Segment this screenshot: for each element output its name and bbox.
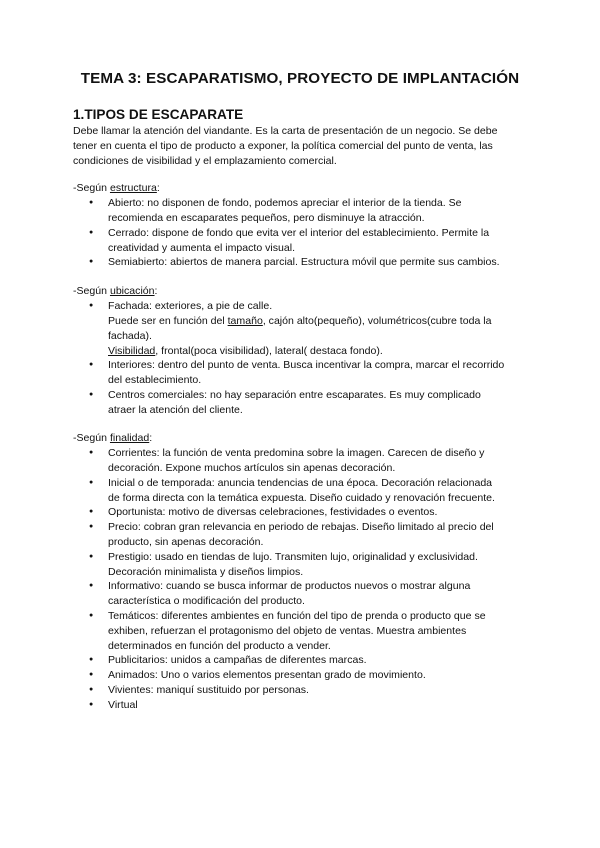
list-item <box>73 476 533 506</box>
list-item-line: ● Animados: Uno o varios elementos presentan grado de movimiento. <box>108 669 426 682</box>
list-item-line: Decoración minimalista y diseños limpios. <box>108 565 304 578</box>
page-title: TEMA 3: ESCAPARATISMO, PROYECTO DE IMPLANTACIÓN <box>80 70 520 87</box>
estructura-title <box>73 181 533 196</box>
list-item <box>73 683 533 698</box>
estructura-section <box>73 181 533 270</box>
intro-line: condiciones de visibilidad y el emplazamiento comercial. <box>73 155 337 168</box>
list-item <box>73 255 533 270</box>
title-prefix: -Según <box>73 182 110 194</box>
estructura-list <box>73 196 533 270</box>
list-item <box>73 609 533 653</box>
list-item-line: ● Fachada: exteriores, a pie de calle. <box>108 300 273 313</box>
title-prefix: -Según <box>73 432 110 444</box>
list-item-line: ● Publicitarios: unidos a campañas de diferentes marcas. <box>108 654 367 667</box>
list-item-line: ● Precio: cobran gran relevancia en periodo de rebajas. Diseño limitado al precio del <box>108 521 494 534</box>
list-item-line <box>108 344 533 359</box>
title-suffix: : <box>156 182 160 194</box>
list-item-line: ● Oportunista: motivo de diversas celebraciones, festividades o eventos. <box>108 506 438 519</box>
list-item <box>73 446 533 476</box>
list-item <box>73 299 533 358</box>
list-item-line: ● Vivientes: maniquí sustituido por personas. <box>108 683 309 696</box>
underlined-term: Visibilidad <box>108 344 156 357</box>
list-item-line: característica o modificación del producto. <box>108 595 305 608</box>
text-run: , cajón alto(pequeño), volumétricos(cubre toda la <box>262 315 492 327</box>
list-item-line: ● Semiabierto: abiertos de manera parcial. Estructura móvil que permite sus cambios. <box>108 256 500 269</box>
list-item-line: ● Temáticos: diferentes ambientes en función del tipo de prenda o producto que se <box>108 609 486 622</box>
list-item-line: ● Informativo: cuando se busca informar de productos nuevos o mostrar alguna <box>108 580 471 593</box>
list-item <box>73 388 533 418</box>
intro-line: tener en cuenta el tipo de producto a exponer, la política comercial del punto de venta, las <box>73 140 493 153</box>
list-item <box>73 668 533 683</box>
title-suffix: : <box>149 432 153 444</box>
section-heading: 1.TIPOS DE ESCAPARATE <box>73 107 244 122</box>
list-item-line: ● Centros comerciales: no hay separación entre escaparates. Es muy complicado <box>108 388 481 401</box>
list-item-line: del establecimiento. <box>108 374 202 387</box>
list-item <box>73 579 533 609</box>
finalidad-section <box>73 431 533 713</box>
list-item-line: determinados en función del producto a vender. <box>108 639 331 652</box>
ubicacion-list <box>73 299 533 417</box>
list-item-line <box>108 314 533 329</box>
intro-paragraph <box>73 124 533 170</box>
list-item <box>73 653 533 668</box>
list-item-line: de forma directa con la temática expuesta. Diseño cuidado y renovación frecuente. <box>108 491 495 504</box>
ubicacion-title <box>73 284 533 299</box>
finalidad-title <box>73 431 533 446</box>
finalidad-list <box>73 446 533 712</box>
title-label: estructura <box>109 182 157 194</box>
list-item <box>73 358 533 388</box>
list-item-line: fachada). <box>108 329 152 342</box>
list-item-line: producto, sin apenas decoración. <box>108 535 264 548</box>
list-item-line: ● Virtual <box>108 698 138 711</box>
list-item-line: ● Cerrado: dispone de fondo que evita ver el interior del establecimiento. Permite la <box>108 226 490 239</box>
list-item-line: ● Corrientes: la función de venta predomina sobre la imagen. Carecen de diseño y <box>108 447 485 460</box>
list-item-line: ● Abierto: no disponen de fondo, podemos apreciar el interior de la tienda. Se <box>108 197 462 210</box>
list-item-line: creatividad y aumenta el impacto visual. <box>108 241 296 254</box>
text-run: , frontal(poca visibilidad), lateral( destaca fondo). <box>155 344 383 357</box>
list-item <box>73 226 533 256</box>
list-item-line: exhiben, refuerzan el protagonismo del objeto de ventas. Muestra ambientes <box>108 624 467 637</box>
list-item <box>73 698 533 713</box>
list-item-line: ● Prestigio: usado en tiendas de lujo. Transmiten lujo, originalidad y exclusividad. <box>108 550 478 563</box>
title-suffix: : <box>154 285 158 297</box>
list-item-line: decoración. Expone muchos artículos sin apenas decoración. <box>108 462 396 474</box>
list-item-line: atraer la atención del cliente. <box>108 403 243 416</box>
list-item-line: ● Interiores: dentro del punto de venta. Busca incentivar la compra, marcar el recorrido <box>108 359 505 372</box>
list-item <box>73 550 533 580</box>
underlined-term: tamaño <box>227 315 263 327</box>
text-run: Puede ser en función del <box>108 315 228 327</box>
title-label: finalidad <box>109 432 150 444</box>
intro-line: Debe llamar la atención del viandante. Es la carta de presentación de un negocio. Se debe <box>73 125 498 137</box>
title-prefix: -Según <box>73 285 110 297</box>
ubicacion-section <box>73 284 533 418</box>
list-item <box>73 520 533 550</box>
list-item-line: ● Inicial o de temporada: anuncia tendencias de una época. Decoración relacionada <box>108 476 493 489</box>
list-item <box>73 196 533 226</box>
title-label: ubicación <box>109 285 155 297</box>
list-item <box>73 505 533 520</box>
list-item-line: recomienda en escaparates pequeños, pero disminuye la atracción. <box>108 212 425 224</box>
